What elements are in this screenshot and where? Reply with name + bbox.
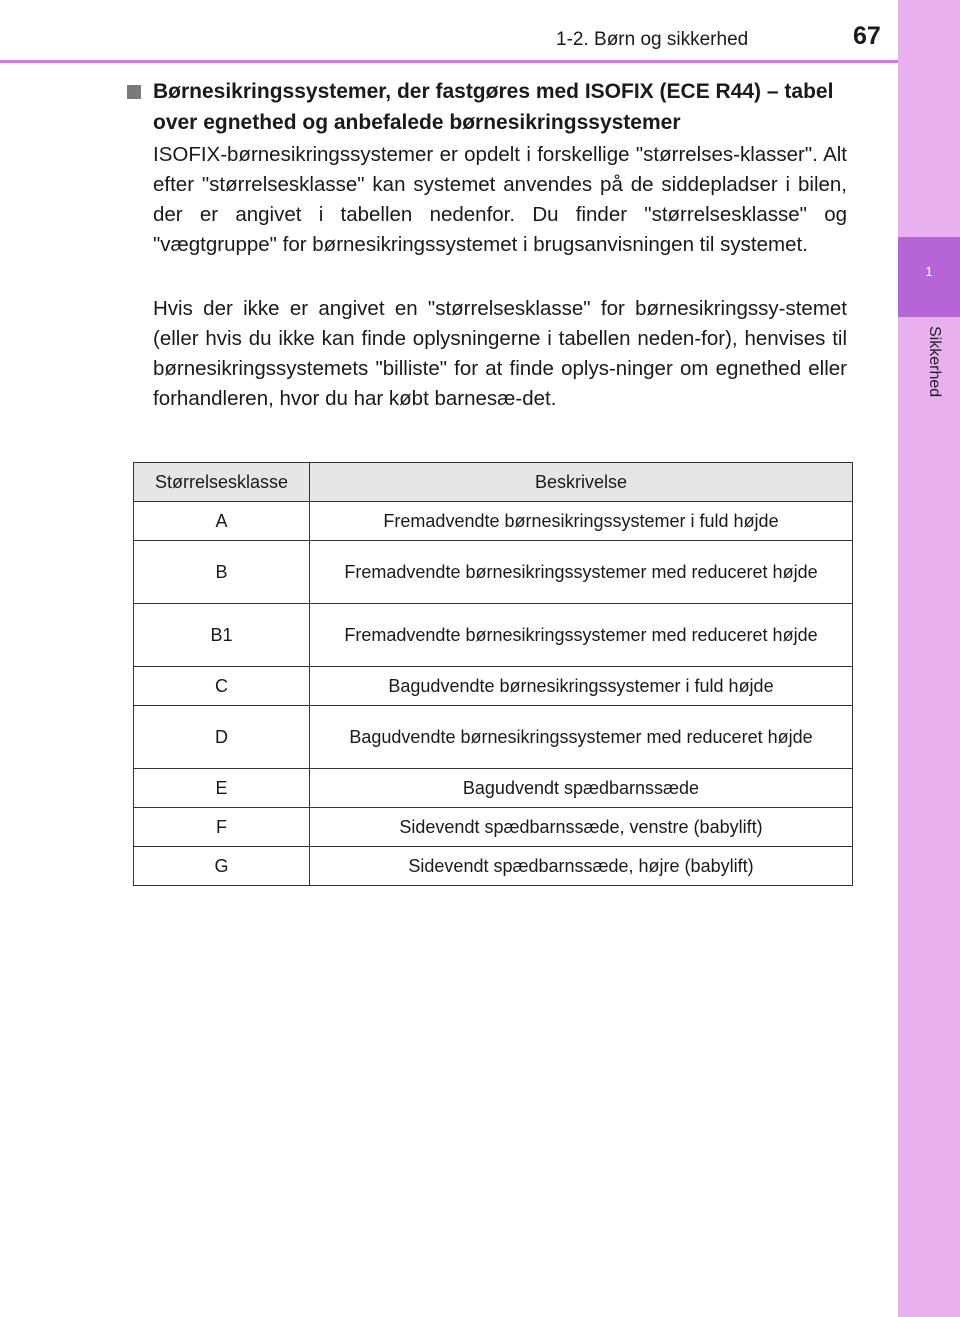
square-bullet-icon	[127, 85, 141, 99]
size-class-cell: B1	[134, 604, 310, 667]
description-cell: Bagudvendt spædbarnssæde	[310, 769, 853, 808]
table-row	[134, 808, 853, 847]
size-class-cell: G	[134, 847, 310, 886]
table-row	[134, 847, 853, 886]
table-row	[134, 541, 853, 604]
description-cell: Fremadvendte børnesikringssystemer med reduceret højde	[310, 541, 853, 604]
chapter-tab-number[interactable]: 1	[898, 237, 960, 317]
section-title: 1-2. Børn og sikkerhed	[556, 29, 749, 50]
description-cell: Fremadvendte børnesikringssystemer i fuld højde	[310, 502, 853, 541]
size-class-table	[133, 462, 853, 886]
paragraph-no-size-class: Hvis der ikke er angivet en "størrelsesklasse" for børnesikringssy-stemet (eller hvis du ikke kan finde oplysningerne i tabellen neden-for), henvises til børnesikringssystemets "billiste" for at finde oplys-ninger om egnethed eller forhandleren, hvor du har købt barnesæ-det.	[153, 297, 847, 410]
size-class-cell: F	[134, 808, 310, 847]
description-cell: Sidevendt spædbarnssæde, venstre (babylift)	[310, 808, 853, 847]
size-class-cell: E	[134, 769, 310, 808]
column-header-size-class: Størrelsesklasse	[134, 463, 310, 502]
description-cell: Fremadvendte børnesikringssystemer med reduceret højde	[310, 604, 853, 667]
table-row	[134, 502, 853, 541]
table-row	[134, 769, 853, 808]
table-row	[134, 706, 853, 769]
size-class-cell: D	[134, 706, 310, 769]
table-row	[134, 667, 853, 706]
column-header-description: Beskrivelse	[310, 463, 853, 502]
description-cell: Bagudvendte børnesikringssystemer i fuld højde	[310, 667, 853, 706]
page-number: 67	[853, 22, 881, 50]
size-class-cell: A	[134, 502, 310, 541]
section-heading	[127, 76, 857, 138]
paragraph-size-classes: ISOFIX-børnesikringssystemer er opdelt i forskellige "størrelses-klasser". Alt efter "størrelsesklasse" kan systemet anvendes på de siddepladser i bilen, der er angivet i tabellen nedenfor. Du finder "størrelsesklasse" og "vægtgruppe" for børnesikringssystemet i brugsanvisningen til systemet.	[153, 143, 847, 256]
chapter-tab-label: Sikkerhed	[926, 326, 943, 398]
description-cell: Sidevendt spædbarnssæde, højre (babylift)	[310, 847, 853, 886]
table-row	[134, 604, 853, 667]
size-class-cell: C	[134, 667, 310, 706]
description-cell: Bagudvendte børnesikringssystemer med reduceret højde	[310, 706, 853, 769]
size-class-cell: B	[134, 541, 310, 604]
section-heading-text: Børnesikringssystemer, der fastgøres med ISOFIX (ECE R44) – tabel over egnethed og anbefalede børnesikringssystemer	[153, 80, 834, 134]
header-divider	[0, 60, 898, 63]
table-header-row	[134, 463, 853, 502]
chapter-sidebar	[898, 0, 960, 1317]
